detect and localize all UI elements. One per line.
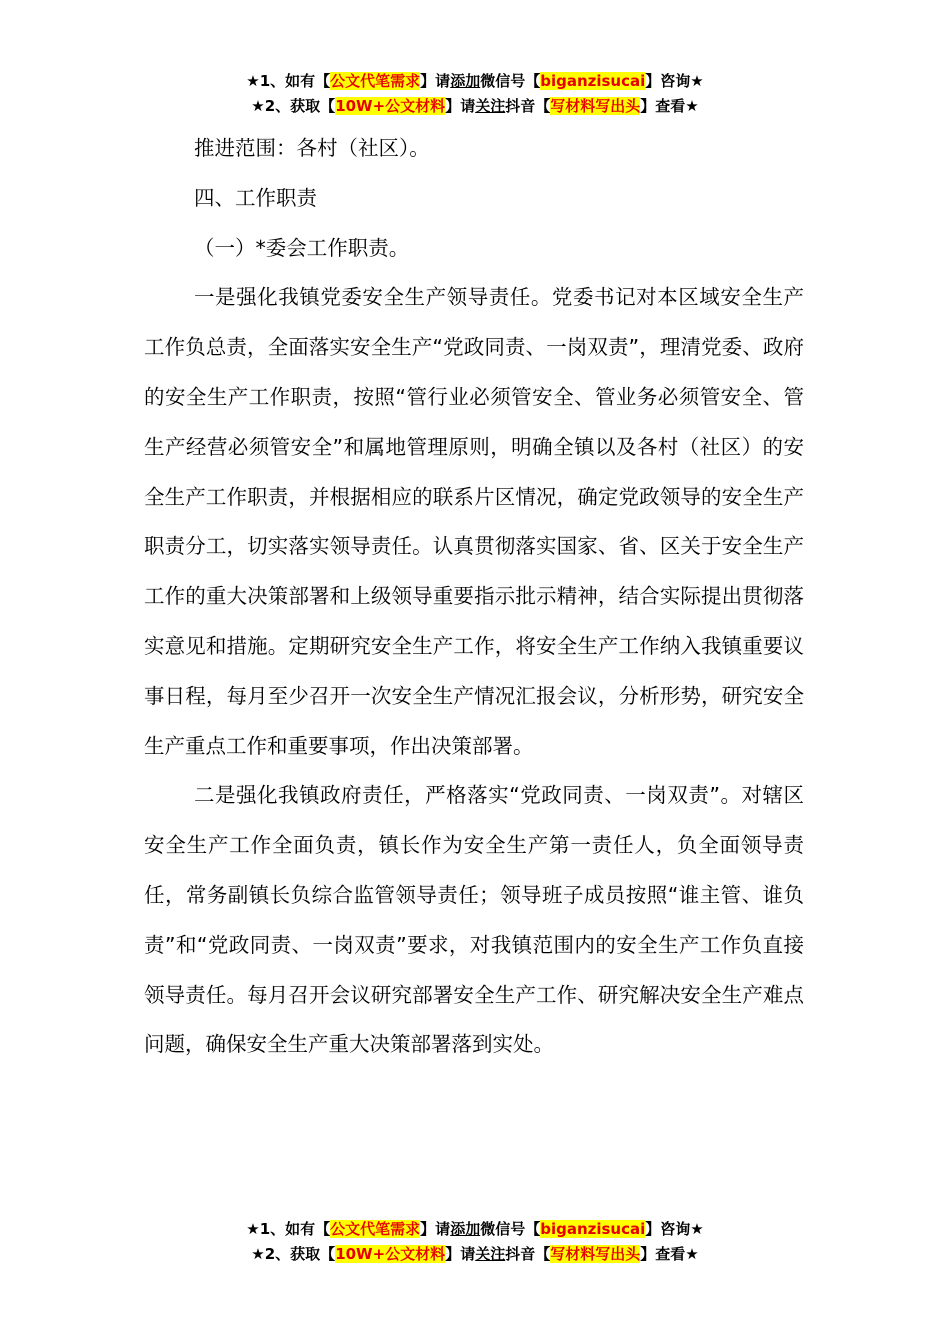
footer-banner [0,1217,950,1267]
section-heading: 四、工作职责 [194,185,317,210]
banner-text: 抖音【 [505,97,551,115]
header-banner [0,69,950,119]
document-body [144,124,804,1070]
banner-text: 】查看★ [640,1245,699,1263]
banner-text: ★2、获取【 [251,1245,336,1263]
banner-text: ★1、如有【 [246,1220,331,1238]
paragraph-government: 二是强化我镇政府责任，严格落实“党政同责、一岗双责”。对辖区安全生产工作全面负责，镇长作为安全生产第一责任人，负全面领导责任，常务副镇长负综合监管领导责任；领导班子成员按照“谁主管、谁负责”和“党政同责、一岗双责”要求，对我镇范围内的安全生产工作负直接领导责任。每月召开会议研究部署安全生产工作、研究解决安全生产难点问题，确保安全生产重大决策部署落到实处。 [144,783,804,1057]
banner-text: 】请 [445,97,476,115]
banner-highlight: biganzisucai [540,72,646,90]
banner-text: 抖音【 [505,1245,551,1263]
banner-highlight: biganzisucai [540,1220,646,1238]
paragraph-scope: 推进范围：各村（社区）。 [194,136,430,160]
banner-line-1 [0,1217,950,1242]
banner-text: 微信号【 [480,72,541,90]
banner-text: 】咨询★ [645,72,704,90]
banner-highlight: 10W+公文材料 [335,97,446,115]
banner-highlight: 写材料写出头 [550,97,641,115]
banner-highlight: 10W+公文材料 [335,1245,446,1263]
paragraph-party-committee: 一是强化我镇党委安全生产领导责任。党委书记对本区域安全生产工作负总责，全面落实安全生产“党政同责、一岗双责”，理清党委、政府的安全生产工作职责，按照“管行业必须管安全、管业务必须管安全、管生产经营必须管安全”和属地管理原则，明确全镇以及各村（社区）的安全生产工作职责，并根据相应的联系片区情况，确定党政领导的安全生产职责分工，切实落实领导责任。认真贯彻落实国家、省、区关于安全生产工作的重大决策部署和上级领导重要指示批示精神，结合实际提出贯彻落实意见和措施。定期研究安全生产工作，将安全生产工作纳入我镇重要议事日程，每月至少召开一次安全生产情况汇报会议，分析形势，研究安全生产重点工作和重要事项，作出决策部署。 [144,285,804,758]
banner-line-1 [0,69,950,94]
banner-text: ★2、获取【 [251,97,336,115]
banner-underlined: 添加 [450,72,481,90]
banner-text: 微信号【 [480,1220,541,1238]
banner-text: ★1、如有【 [246,72,331,90]
banner-text: 】咨询★ [645,1220,704,1238]
banner-text: 】请 [420,1220,451,1238]
subsection-heading: （一）*委会工作职责。 [194,235,410,260]
banner-text: 】请 [445,1245,476,1263]
banner-text: 】请 [420,72,451,90]
banner-highlight: 公文代笔需求 [330,72,421,90]
banner-line-2 [0,1242,950,1267]
banner-highlight: 公文代笔需求 [330,1220,421,1238]
banner-text: 】查看★ [640,97,699,115]
banner-underlined: 关注 [475,1245,506,1263]
banner-underlined: 关注 [475,97,506,115]
banner-underlined: 添加 [450,1220,481,1238]
banner-line-2 [0,94,950,119]
banner-highlight: 写材料写出头 [550,1245,641,1263]
